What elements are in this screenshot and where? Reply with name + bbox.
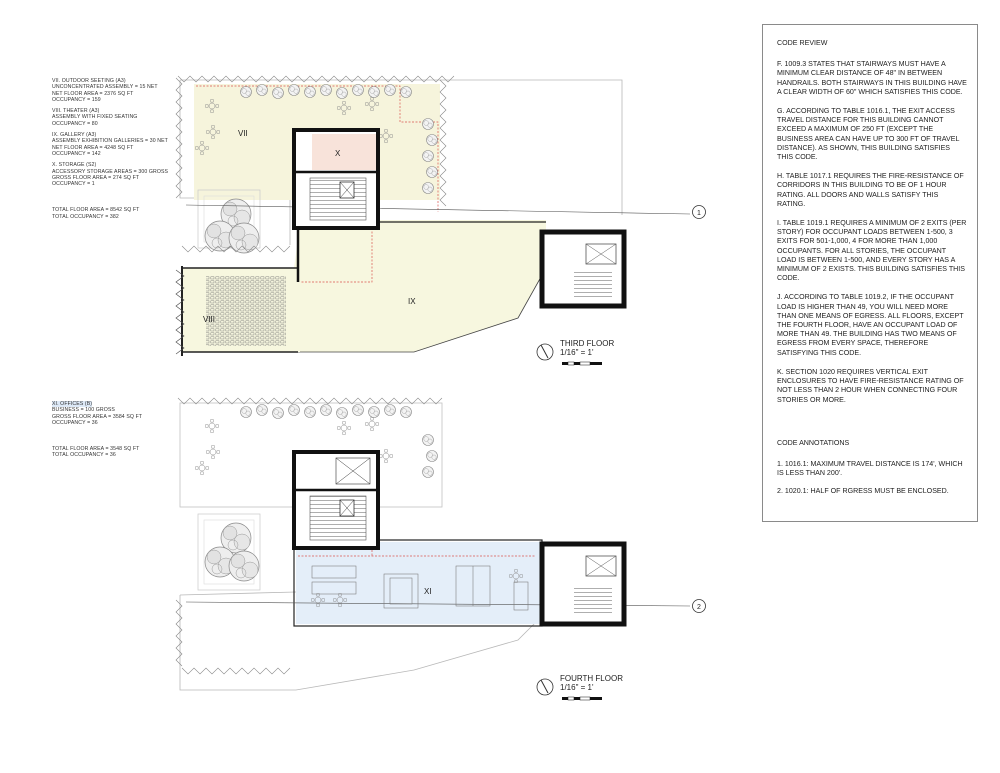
legend-line: GROSS FLOOR AREA = 274 SQ FT <box>52 174 140 181</box>
railing <box>176 600 182 666</box>
code-review-item-f: F. 1009.3 STATES THAT STAIRWAYS MUST HAVE A MINIMUM CLEAR DISTANCE OF 48" IN BETWEEN HANDRAILS. BOTH STAIRWAYS IN THIS BUILDING HAVE A CLEAR WIDTH OF 60" WHICH SATISFIES THIS CODE. <box>777 60 967 96</box>
legend-line: TOTAL FLOOR AREA = 8542 SQ FT <box>52 207 140 214</box>
code-review-panel <box>762 24 978 522</box>
railing <box>176 78 182 198</box>
legend-line: TOTAL OCCUPANCY = 382 <box>52 213 119 220</box>
tree-cluster <box>205 199 259 253</box>
scale-bar <box>562 362 602 365</box>
scale-bar <box>562 697 602 700</box>
legend-line: GROSS FLOOR AREA = 3584 SQ FT <box>52 413 143 420</box>
legend-line: ASSEMBLY EXHIBITION GALLERIES = 30 NET <box>52 138 168 145</box>
code-review-item-g: G. ACCORDING TO TABLE 1016.1, THE EXIT ACCESS TRAVEL DISTANCE FOR THIS BUILDING CANNOT EXCEED A MAXIMUM OF 250 FT (EXCEPT THE BUSINESS AREA CAN HAVE UP TO 300 FT OF TRAVEL DISTANCE). AS SHOWN, THIS BUILDING SATISFIES THIS CODE. <box>777 107 960 162</box>
room-label-viii: VIII <box>203 315 216 324</box>
legend-highlight: XI. OFFICES (B) <box>52 401 93 407</box>
tree-cluster <box>205 523 259 581</box>
code-annotations-heading: CODE ANNOTATIONS <box>777 438 850 447</box>
legend-line: UNCONCENTRATED ASSEMBLY = 15 NET <box>52 84 158 91</box>
legend-line: ASSEMBLY WITH FIXED SEATING <box>52 114 138 121</box>
theater-seating <box>246 276 286 346</box>
legend-line: ACCESSORY STORAGE AREAS = 300 GROSS <box>52 168 169 175</box>
legend-line: OCCUPANCY = 1 <box>52 181 95 188</box>
legend-line: BUSINESS = 100 GROSS <box>52 407 115 414</box>
fourth-floor-title <box>560 674 623 692</box>
fourth-floor-plan <box>176 398 706 700</box>
room-label-xi: XI <box>424 587 432 596</box>
code-review-heading: CODE REVIEW <box>777 39 828 47</box>
theater-seating <box>206 276 246 346</box>
third-floor-title <box>560 339 614 357</box>
code-review-item-k: K. SECTION 1020 REQUIRES VERTICAL EXIT ENCLOSURES TO HAVE FIRE-RESISTANCE RATING OF NOT LESS THAN 2 HOUR WHEN CONNECTING FOUR STORIES OR MORE. <box>777 367 964 404</box>
railing <box>440 80 446 206</box>
gallery-area <box>292 225 370 282</box>
legend-line: NET FLOOR AREA = 4248 SQ FT <box>52 144 134 151</box>
railing <box>182 668 290 674</box>
legend-line: X. STORAGE (S2) <box>52 162 97 169</box>
room-label-x: X <box>335 149 341 158</box>
grid-marker-label: 2 <box>697 604 701 611</box>
legend-line: NET FLOOR AREA = 2376 SQ FT <box>52 90 134 97</box>
code-review-item-j: J. ACCORDING TO TABLE 1019.2, IF THE OCCUPANT LOAD IS HIGHER THAN 49, YOU WILL NEED MORE THAN ONE MEANS OF EGRESS. ALL FLOORS, EXCEPT THE FOURTH FLOOR, HAVE AN OCCUPANT LOAD OF MORE THAN 49. THE BUILDING HAS TWO MEANS OF EGRESS FROM EVERY SPACE, THEREFORE SATISFYING THIS CODE. <box>777 293 964 357</box>
legend-line: OCCUPANCY = 80 <box>52 120 98 127</box>
legend-line: VIII. THEATER (A3) <box>52 108 100 115</box>
stairs <box>574 586 612 616</box>
storage-room <box>312 134 376 170</box>
room-label-ix: IX <box>408 297 416 306</box>
grid-marker-label: 1 <box>697 210 701 217</box>
plan-title: FOURTH FLOOR <box>560 674 623 683</box>
plan-scale: 1/16" = 1' <box>560 683 594 692</box>
third-floor-plan <box>176 76 706 365</box>
code-review-item-i: I. TABLE 1019.1 REQUIRES A MINIMUM OF 2 EXITS (PER STORY) FOR OCCUPANT LOADS BETWEEN 1-500, 3 EXITS FOR 501-1,000, 4 FOR MORE THAN 1,000 OCCUPANTS. FOR ALL STORIES, THE OCCUPANT LOAD IS BETWEEN 1-500, AND EVERY STORY HAS A MINIMUM OF 2 EXISTS. THIS BUILDING SATISFIES THIS CODE. <box>777 219 967 283</box>
stairs <box>310 496 366 540</box>
legend-line: VII. OUTDOOR SEETING (A3) <box>52 78 126 84</box>
code-review-item-h: H. TABLE 1017.1 REQUIRES THE FIRE-RESISTANCE OF CORRIDORS IN THIS BUILDING TO BE OF 1 HOUR RATING. ALL DOORS AND WALLS SATISFY THIS RATING. <box>777 172 964 208</box>
plan-scale: 1/16" = 1' <box>560 348 594 357</box>
code-annotation-2: 2. 1020.1: HALF OF RGRESS MUST BE ENCLOSED. <box>777 487 949 496</box>
stairs <box>310 178 366 220</box>
legend-line: OCCUPANCY = 36 <box>52 419 98 426</box>
room-label-vii: VII <box>238 129 248 138</box>
legend-line: OCCUPANCY = 142 <box>52 150 101 157</box>
plan-title: THIRD FLOOR <box>560 339 615 348</box>
legend-line: TOTAL FLOOR AREA = 3548 SQ FT <box>52 446 140 453</box>
legend-line: TOTAL OCCUPANCY = 36 <box>52 452 116 459</box>
railing <box>178 76 454 82</box>
legend-line: IX. GALLERY (A3) <box>52 132 97 139</box>
stairs <box>574 272 612 300</box>
code-annotation-1: 1. 1016.1: MAXIMUM TRAVEL DISTANCE IS 174', WHICH IS LESS THAN 200'. <box>777 459 963 478</box>
legend-line: OCCUPANCY = 159 <box>52 96 101 103</box>
